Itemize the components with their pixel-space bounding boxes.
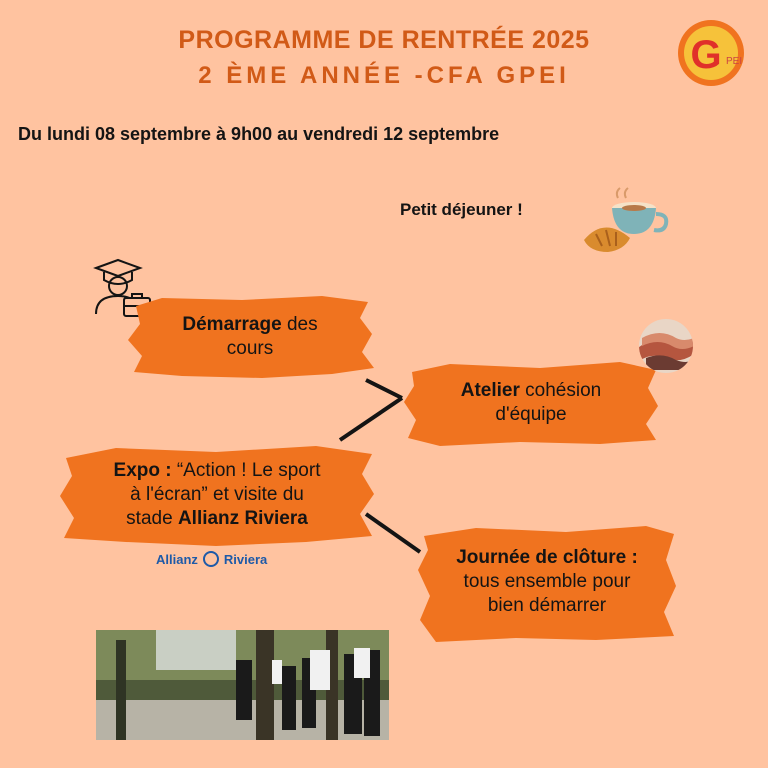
team-hands-icon: [638, 318, 694, 374]
breakfast-label: Petit déjeuner !: [400, 200, 523, 219]
event-atelier: Atelier cohésion d'équipe: [400, 358, 662, 448]
event-start: Démarrage des cours: [122, 290, 378, 384]
svg-text:PEI: PEI: [726, 56, 743, 67]
event-closing: Journée de clôture : tous ensemble pour bien démarrer: [416, 520, 678, 644]
svg-text:G: G: [690, 33, 722, 77]
poster-subtitle: 2 ÈME ANNÉE -CFA GPEI: [198, 62, 570, 89]
event-expo: Expo : “Action ! Le sport à l'écran” et visite du stade Allianz Riviera: [56, 440, 378, 550]
group-photo: [96, 630, 389, 740]
poster-title: PROGRAMME DE RENTRÉE 2025: [178, 26, 590, 54]
allianz-riviera-logo: Allianz Riviera: [156, 551, 268, 567]
dates-text: Du lundi 08 septembre à 9h00 au vendredi 12 septembre: [18, 124, 500, 144]
